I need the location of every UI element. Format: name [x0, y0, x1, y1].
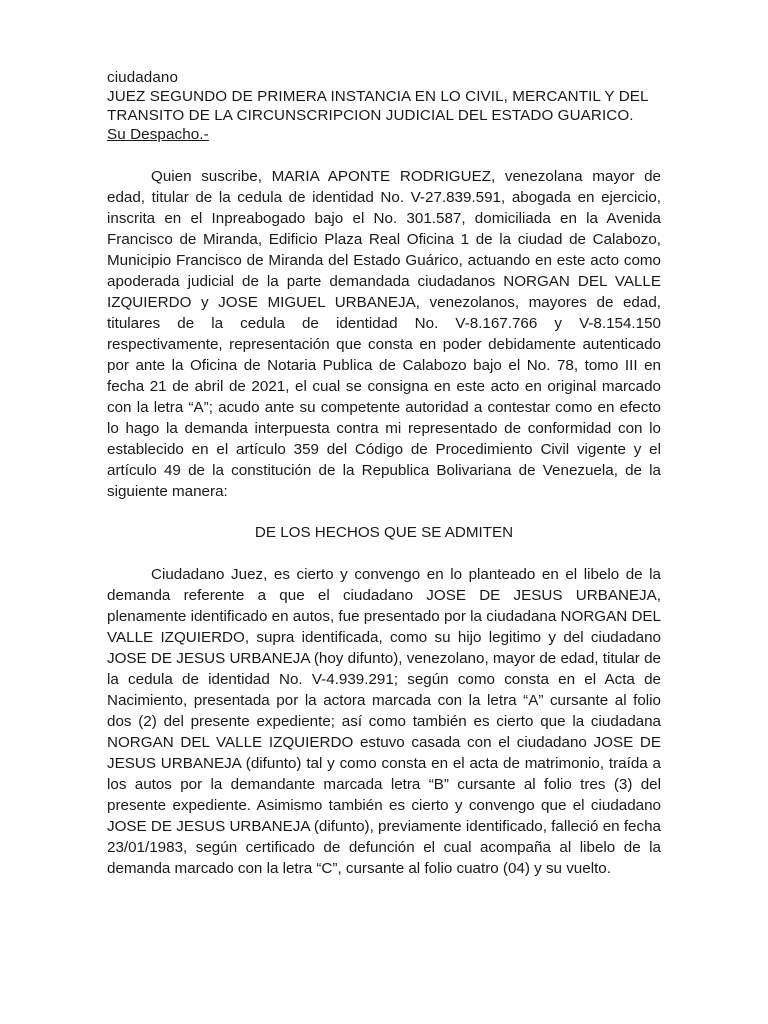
addressee-despacho: Su Despacho.-: [107, 126, 209, 143]
addressee-header: [107, 68, 667, 144]
addressee-court-line-1: JUEZ SEGUNDO DE PRIMERA INSTANCIA EN LO CIVIL, MERCANTIL Y DEL: [107, 88, 649, 105]
intro-paragraph: Quien suscribe, MARIA APONTE RODRIGUEZ, venezolana mayor de edad, titular de la cedula de identidad No. V-27.839.591, abogada en ejercicio, inscrita en el Inpreabogado bajo el No. 301.587, domiciliada en la Avenida Francisco de Miranda, Edificio Plaza Real Oficina 1 de la ciudad de Calabozo, Municipio Francisco de Miranda del Estado Guárico, actuando en este acto como apoderada judicial de la parte demandada ciudadanos NORGAN DEL VALLE IZQUIERDO y JOSE MIGUEL URBANEJA, venezolanos, mayores de edad, titulares de la cedula de identidad No. V-8.167.766 y V-8.154.150 respectivamente, representación que consta en poder debidamente autenticado por ante la Oficina de Notaria Publica de Calabozo bajo el No. 78, tomo III en fecha 21 de abril de 2021, el cual se consigna en este acto en original marcado con la letra “A”; acudo ante su competente autoridad a contestar como en efecto lo hago la demanda interpuesta contra mi representado de conformidad con lo establecido en el artículo 359 del Código de Procedimiento Civil vigente y el artículo 49 de la constitución de la Republica Bolivariana de Venezuela, de la siguiente manera:: [107, 168, 661, 500]
addressee-court-line-2: TRANSITO DE LA CIRCUNSCRIPCION JUDICIAL DEL ESTADO GUARICO.: [107, 107, 634, 124]
addressee-salutation: ciudadano: [107, 69, 178, 86]
facts-paragraph: Ciudadano Juez, es cierto y convengo en lo planteado en el libelo de la demanda referente a que el ciudadano JOSE DE JESUS URBANEJA, plenamente identificado en autos, fue presentado por la ciudadana NORGAN DEL VALLE IZQUIERDO, supra identificada, como su hijo legitimo y del ciudadano JOSE DE JESUS URBANEJA (hoy difunto), venezolano, mayor de edad, titular de la cedula de identidad No. V-4.939.291; según como consta en el Acta de Nacimiento, presentada por la actora marcada con la letra “A” cursante al folio dos (2) del presente expediente; así como también es cierto que la ciudadana NORGAN DEL VALLE IZQUIERDO estuvo casada con el ciudadano JOSE DE JESUS URBANEJA (difunto) tal y como consta en el acta de matrimonio, traída a los autos por la demandante marcada letra “B” cursante al folio tres (3) del presente expediente. Asimismo también es cierto y convengo que el ciudadano JOSE DE JESUS URBANEJA (difunto), previamente identificado, falleció en fecha 23/01/1983, según certificado de defunción el cual acompaña al libelo de la demanda marcado con la letra “C”, cursante al folio cuatro (04) y su vuelto.: [107, 566, 661, 877]
section-title: DE LOS HECHOS QUE SE ADMITEN: [254, 524, 514, 541]
